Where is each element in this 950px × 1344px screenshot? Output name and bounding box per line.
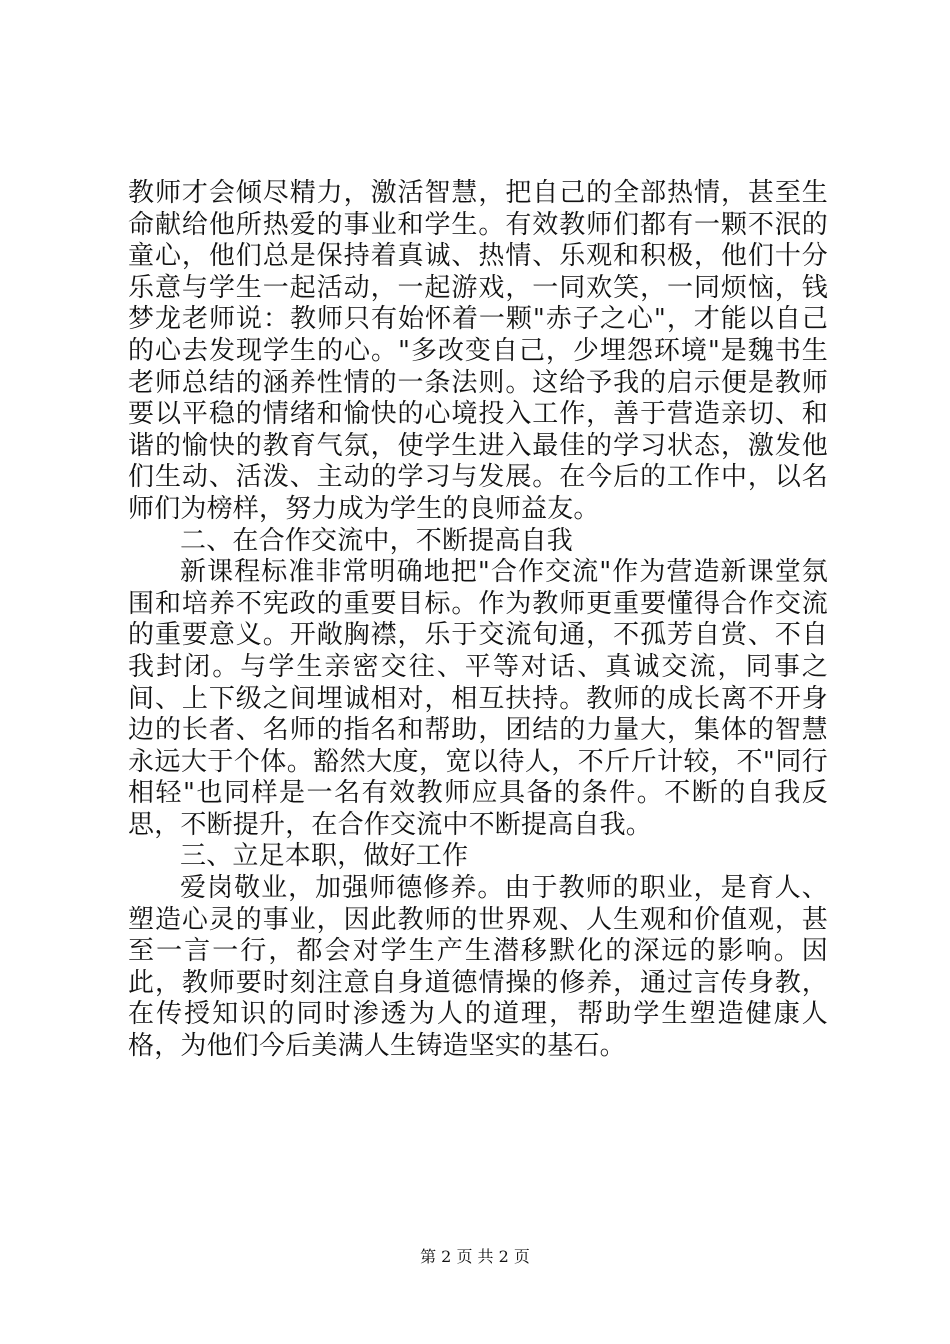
document-body bbox=[128, 178, 828, 1063]
section-heading-2: 二、在合作交流中，不断提高自我 bbox=[180, 525, 574, 556]
section-heading-3: 三、立足本职，做好工作 bbox=[180, 841, 469, 872]
page-footer: 第 2 页 共 2 页 bbox=[420, 1247, 530, 1266]
paragraph-continuation: 教师才会倾尽精力，激活智慧，把自己的全部热情，甚至生命献给他所热爱的事业和学生。有效教师们都有一颗不泯的童心，他们总是保持着真诚、热情、乐观和积极，他们十分乐意与学生一起活动，一起游戏，一同欢笑，一同烦恼，钱梦龙老师说：教师只有始怀着一颗"赤子之心"，才能以自己的心去发现学生的心。"多改变自己，少埋怨环境"是魏书生老师总结的涵养性情的一条法则。这给予我的启示便是教师要以平稳的情绪和愉快的心境投入工作，善于营造亲切、和谐的愉快的教育气氛，使学生进入最佳的学习状态，激发他们生动、活泼、主动的学习与发展。在今后的工作中，以名师们为榜样，努力成为学生的良师益友。 bbox=[128, 178, 828, 524]
paragraph-cooperation: 新课程标准非常明确地把"合作交流"作为营造新课堂氛围和培养不宪政的重要目标。作为教师更重要懂得合作交流的重要意义。开敞胸襟，乐于交流旬通，不孤芳自赏、不自我封闭。与学生亲密交往、平等对话、真诚交流，同事之间、上下级之间埋诚相对，相互扶持。教师的成长离不开身边的长者、名师的指名和帮助，团结的力量大，集体的智慧永远大于个体。豁然大度，宽以待人，不斤斤计较，不"同行相轻"也同样是一名有效教师应具备的条件。不断的自我反思，不断提升，在合作交流中不断提高自我。 bbox=[128, 557, 828, 840]
paragraph-ethics: 爱岗敬业，加强师德修养。由于教师的职业，是育人、塑造心灵的事业，因此教师的世界观、人生观和价值观，甚至一言一行，都会对学生产生潜移默化的深远的影响。因此，教师要时刻注意自身道德情操的修养，通过言传身教，在传授知识的同时渗透为人的道理，帮助学生塑造健康人格，为他们今后美满人生铸造坚实的基石。 bbox=[128, 873, 828, 1062]
